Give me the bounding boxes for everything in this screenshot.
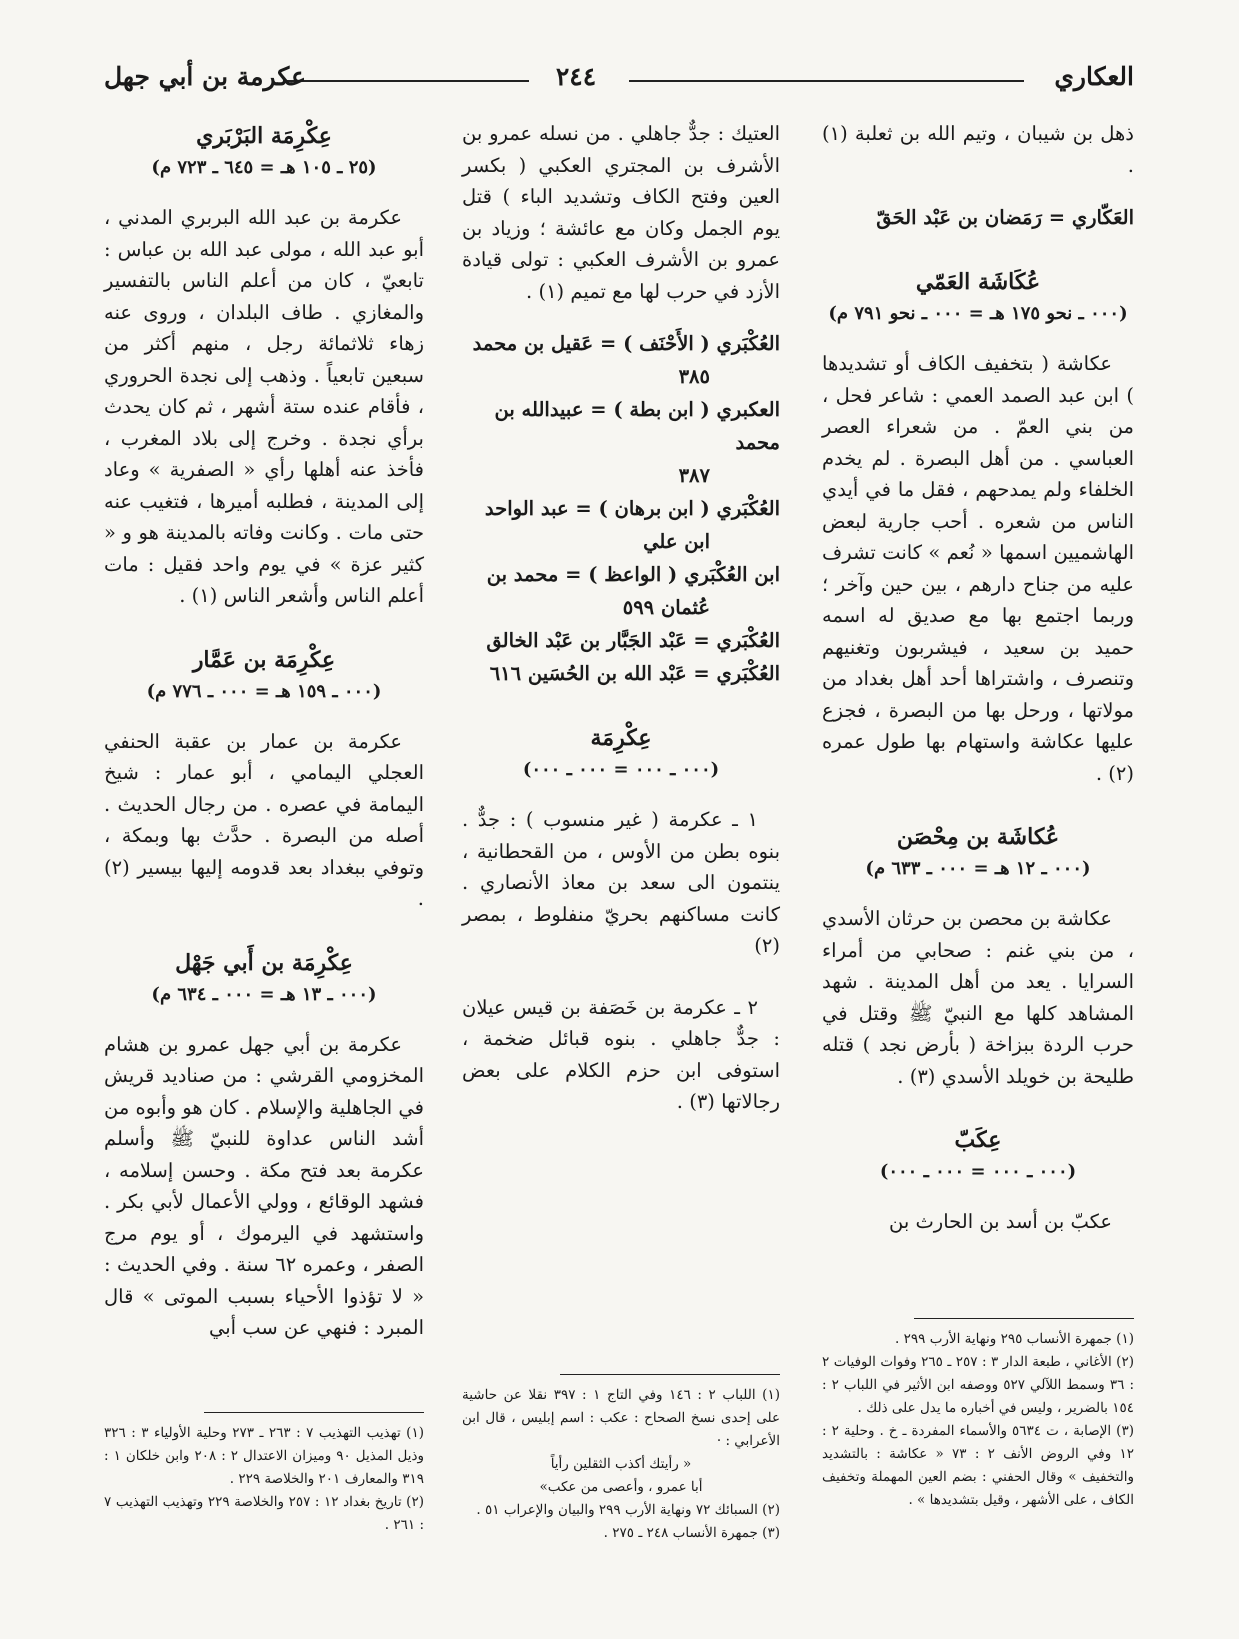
entry-dates: (٢٥ ـ ١٠٥ هـ = ٦٤٥ ـ ٧٢٣ م) <box>151 157 377 178</box>
continuation-text: ذهل بن شيبان ، وتيم الله بن ثعلبة (١) . <box>822 122 1134 177</box>
entry-title: عِكَبّ <box>954 1127 1002 1153</box>
page-header <box>104 62 1134 106</box>
xref-number: عُثمان ٥٩٩ <box>622 596 710 619</box>
entry-dates: (٠٠٠ ـ نحو ١٧٥ هـ = ٠٠٠ ـ نحو ٧٩١ م) <box>828 303 1128 324</box>
footnote-rule <box>560 1374 780 1375</box>
cross-reference: العُكْبَري = عَبْد الله بن الحُسَين ٦١٦ <box>489 662 780 685</box>
entry-body: عكرمة بن أبي جهل عمرو بن هشام المخزومي القرشي : من صناديد قريش في الجاهلية والإسلام . كان هو وأبوه من أشد الناس عداوة للنبيّ ﷺ وأسلم عكرمة بعد فتح مكة . وحسن إسلامه ، فشهد الوقائع ، وولي الأعمال لأبي بكر . واستشهد في اليرموك ، أو يوم مرج الصفر ، وعمره ٦٢ سنة . وفي الحديث : « لا تؤذوا الأحياء بسبب الموتى » قال المبرد : فنهي عن سب أبي <box>104 1032 424 1339</box>
entry-title: عُكَاشَة العَمّي <box>915 269 1041 295</box>
xref-text: العُكْبَري ( الأَحْنَف ) = عَقيل بن محمد <box>472 332 780 355</box>
entry-body: ٢ ـ عكرمة بن خَصَفة بن قيس عيلان : جدٌّ جاهلي . بنوه قبائل ضخمة ، استوفى ابن حزم الكلام على بعض رجالاتها (٣) . <box>462 995 780 1113</box>
footnote: (١) تهذيب التهذيب ٧ : ٢٦٣ ـ ٢٧٣ وحلية الأولياء ٣ : ٣٢٦ وذيل المذيل ٩٠ وميزان الاعتدال ٢ : ٢٠٨ وابن خلكان ١ : ٣١٩ والمعارف ٢٠١ والخلاصة ٢٢٩ . <box>104 1425 424 1487</box>
cross-reference <box>462 393 780 492</box>
entry-body: ١ ـ عكرمة ( غير منسوب ) : جدٌّ . بنوه بطن من الأوس ، من القحطانية ، ينتمون الى سعد بن معاذ الأنصاري . كانت مساكنهم بحريّ منفلوط ، بمصر (٢) <box>462 808 780 957</box>
entry-body: عكبّ بن أسد بن الحارث بن <box>888 1210 1112 1233</box>
entry-dates: (٠٠٠ ـ ٠٠٠ = ٠٠٠ ـ ٠٠٠) <box>522 759 720 780</box>
xref-number: ٣٨٥ <box>678 365 710 388</box>
entry-body: عكاشة بن محصن بن حرثان الأسدي ، من بني غنم : صحابي من أمراء السرايا . يعد من أهل المدينة . شهد المشاهد كلها مع النبيّ ﷺ وقتل في حرب الردة ببزاخة ( بأرض نجد ) قتله طليحة بن خويلد الأسدي (٣) . <box>822 907 1134 1088</box>
footnote: (١) جمهرة الأنساب ٢٩٥ ونهاية الأرب ٢٩٩ . <box>895 1331 1134 1347</box>
entry-body: عكاشة ( بتخفيف الكاف أو تشديدها ) ابن عبد الصمد العمي : شاعر فحل ، من بني العمّ . من شعراء العصر العباسي . من أهل البصرة . لم يخدم الخلفاء ولم يمدحهم ، فقل ما في أيدي الناس من شعره . أحب جارية لبعض الهاشميين اسمها « نُعم » كانت تشرف عليه من جناح دارهم ، بين حين وآخر ؛ وربما اجتمع بها مع صديق له اسمه حميد بن سعيد ، فيشربون وتغنيهم وتنصرف ، واشتراها أحد أهل بغداد من مولاتها ، ورحل بها من البصرة ، فجزع عليها عكاشة واستهام بها طول عمره (٢) . <box>822 352 1134 785</box>
footnote: (٣) الإصابة ، ت ٥٦٣٤ والأسماء المفردة ـ خ . وحلية ٢ : ١٢ وفي الروض الأنف ٢ : ٧٣ « عكاشة : بالتشديد والتخفيف » وقال الحفني : بضم العين المهملة وتخفيف الكاف ، على الأشهر ، وقيل بتشديدها » . <box>822 1423 1134 1508</box>
header-rule-left <box>284 80 529 82</box>
header-rule-right <box>629 80 1024 82</box>
running-head-left: عكرمة بن أبي جهل <box>104 62 307 91</box>
cross-reference: العَكّاري = رَمَضان بن عَبْد الحَقّ <box>876 206 1134 229</box>
xref-text: العكبري ( ابن بطة ) = عبيدالله بن محمد <box>494 398 780 454</box>
footnote: (٢) السبائك ٧٢ ونهاية الأرب ٢٩٩ والبيان والإعراب ٥١ . <box>476 1502 780 1518</box>
xref-number: ٣٨٧ <box>678 464 710 487</box>
footnotes-right <box>822 1318 1134 1512</box>
xref-text: ابن العُكْبَري ( الواعظ ) = محمد بن <box>486 563 780 586</box>
continuation-text: العتيك : جدٌّ جاهلي . من نسله عمرو بن الأشرف بن المجتري العكبي ( بكسر العين وفتح الكاف وتشديد الباء ) قتل يوم الجمل وكان مع عائشة ؛ وزياد بن عمرو بن الأشرف العكبي : تولى قيادة الأزد في حرب لها مع تميم (١) . <box>462 122 780 303</box>
xref-text: العُكْبَري ( ابن برهان ) = عبد الواحد <box>484 497 780 520</box>
entry-title: عِكْرِمَة بن عَمَّار <box>192 646 336 673</box>
running-head-right: العكاري <box>1054 62 1134 91</box>
column-middle <box>462 118 780 1118</box>
footnote-rule <box>914 1318 1134 1319</box>
entry-body: عكرمة بن عمار بن عقبة الحنفي العجلي اليمامي ، أبو عمار : شيخ اليمامة في عصره . من رجال الحديث . أصله من البصرة . حدَّث بها وبمكة ، وتوفي ببغداد بعد قدومه إليها بيسير (٢) . <box>104 729 424 910</box>
cross-reference <box>462 492 780 558</box>
footnote-rule <box>204 1412 424 1413</box>
entry-dates: (٠٠٠ ـ ١٥٩ هـ = ٠٠٠ ـ ٧٧٦ م) <box>146 680 382 702</box>
footnote-verse: « رأيتك أكذب الثقلين رأياً <box>550 1456 692 1472</box>
footnote-verse: أبا عمرو ، وأعصى من عكب» <box>539 1479 703 1495</box>
column-right <box>822 118 1134 1238</box>
entry-title: عِكْرِمَة البَرْبَري <box>196 123 332 149</box>
page-number: ٢٤٤ <box>555 62 597 91</box>
entry-title: عِكْرِمَة <box>590 725 652 751</box>
footnotes-middle <box>462 1374 780 1545</box>
footnotes-left <box>104 1412 424 1537</box>
entry-title: عِكْرِمَة بن أَبي جَهْل <box>175 949 353 976</box>
footnote: (٢) الأغاني ، طبعة الدار ٣ : ٢٥٧ ـ ٢٦٥ وفوات الوفيات ٢ : ٣٦ وسمط اللآلي ٥٢٧ ووصفه ابن الأثير في اللباب ٢ : ١٥٤ بالضرير ، وليس في أخباره ما يدل على ذلك . <box>822 1354 1135 1416</box>
footnote: (١) اللباب ٢ : ١٤٦ وفي التاج ١ : ٣٩٧ نقلا عن حاشية على إحدى نسخ الصحاح : عكب : اسم إبليس ، قال ابن الأعرابي : · <box>462 1387 780 1449</box>
xref-number: ابن علي <box>643 530 710 553</box>
entry-body: عكرمة بن عبد الله البربري المدني ، أبو عبد الله ، مولى عبد الله بن عباس : تابعيّ ، كان من أعلم الناس بالتفسير والمغازي . طاف البلدان ، وروى عنه زهاء ثلاثمائة رجل ، منهم أكثر من سبعين تابعياً . وذهب إلى نجدة الحروري ، فأقام عنده ستة أشهر ، ثم كان يحدث برأي نجدة . وخرج إلى بلاد المغرب ، فأخذ عنه أهلها رأي « الصفرية » وعاد إلى المدينة ، فطلبه أميرها ، فتغيب عنه حتى مات . وكانت وفاته بالمدينة هو و « كثير عزة » في يوم واحد فقيل : مات أعلم الناس وأشعر الناس (١) . <box>104 206 424 607</box>
column-left <box>104 118 424 1344</box>
cross-reference: العُكْبَري = عَبْد الجَبَّار بن عَبْد الخالق <box>486 629 780 652</box>
entry-dates: (٠٠٠ ـ ١٢ هـ = ٠٠٠ ـ ٦٣٣ م) <box>865 858 1091 879</box>
cross-reference <box>462 558 780 624</box>
entry-dates: (٠٠٠ ـ ٠٠٠ = ٠٠٠ ـ ٠٠٠) <box>879 1161 1077 1182</box>
entry-dates: (٠٠٠ ـ ١٣ هـ = ٠٠٠ ـ ٦٣٤ م) <box>151 983 377 1005</box>
cross-reference <box>462 327 780 393</box>
entry-title: عُكاشَة بن مِحْصَن <box>896 824 1060 850</box>
footnote: (٣) جمهرة الأنساب ٢٤٨ ـ ٢٧٥ . <box>603 1525 780 1541</box>
footnote: (٢) تاريخ بغداد ١٢ : ٢٥٧ والخلاصة ٢٢٩ وتهذيب التهذيب ٧ : ٢٦١ . <box>104 1494 424 1533</box>
